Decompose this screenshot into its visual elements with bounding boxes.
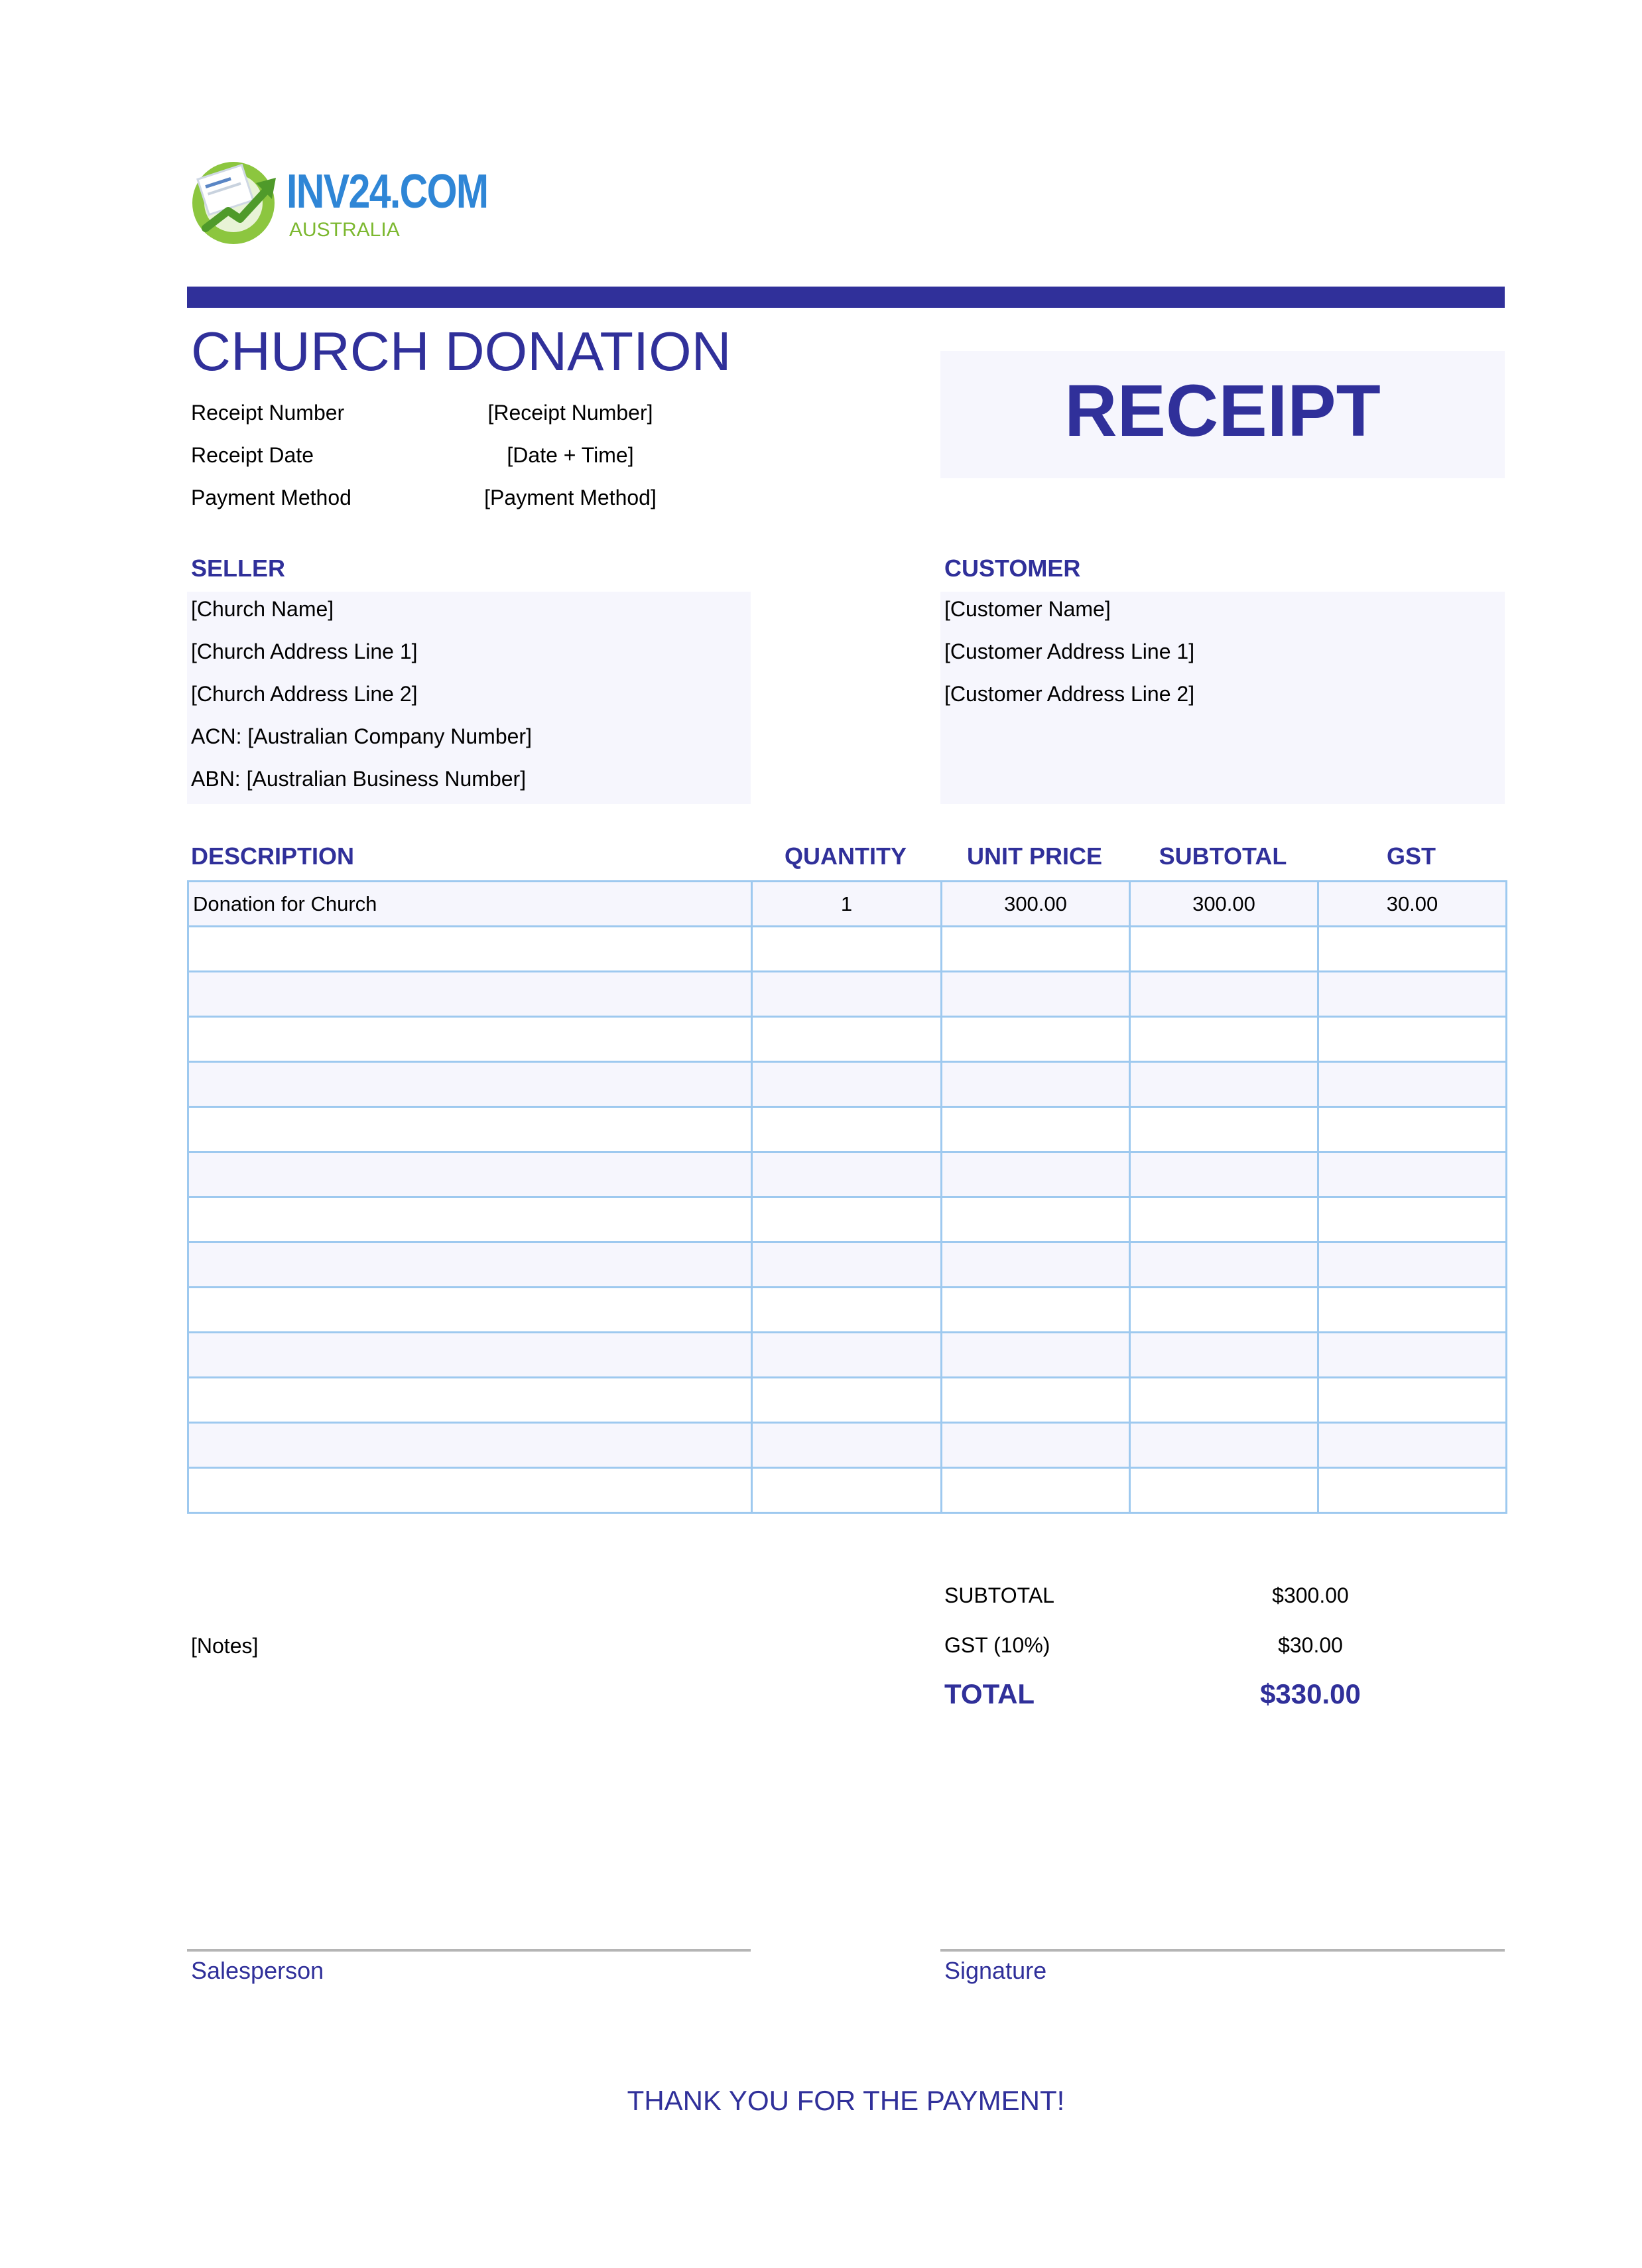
seller-acn: ACN: [Australian Company Number] [191,724,532,748]
receipt-badge: RECEIPT [1064,370,1381,452]
cell-gst [1318,1062,1507,1107]
cell-description [188,1152,752,1197]
payment-method-label: Payment Method [191,486,351,509]
cell-quantity [752,1017,942,1062]
cell-gst [1318,1468,1507,1513]
table-row [188,1107,1507,1152]
cell-quantity [752,1333,942,1378]
cell-gst: 30.00 [1318,882,1507,927]
table-row [188,1378,1507,1423]
cell-gst [1318,1107,1507,1152]
cell-quantity [752,1288,942,1333]
thank-you-message: THANK YOU FOR THE PAYMENT! [627,2085,1065,2116]
column-header-quantity: QUANTITY [785,842,907,870]
cell-unit-price [942,1288,1130,1333]
cell-gst [1318,972,1507,1017]
cell-gst [1318,1242,1507,1288]
cell-subtotal [1130,1333,1318,1378]
cell-unit-price [942,1062,1130,1107]
cell-unit-price [942,1197,1130,1242]
cell-unit-price [942,972,1130,1017]
cell-description [188,1333,752,1378]
cell-gst [1318,1017,1507,1062]
cell-description [188,1107,752,1152]
cell-quantity [752,1423,942,1468]
cell-gst [1318,1152,1507,1197]
cell-description [188,1378,752,1423]
cell-gst [1318,1197,1507,1242]
logo-wordmark: INV24.COM [286,165,488,218]
line-items-table [187,880,1507,1514]
table-row [188,1288,1507,1333]
table-row [188,1152,1507,1197]
column-header-subtotal: SUBTOTAL [1159,842,1287,870]
column-header-gst: GST [1386,842,1436,870]
cell-subtotal [1130,1288,1318,1333]
cell-description [188,972,752,1017]
cell-description [188,1017,752,1062]
cell-unit-price [942,1378,1130,1423]
cell-quantity [752,1468,942,1513]
cell-description [188,1288,752,1333]
cell-unit-price [942,1242,1130,1288]
notes-text: [Notes] [191,1634,259,1658]
cell-description [188,1423,752,1468]
cell-description [188,1468,752,1513]
logo-subtitle: AUSTRALIA [289,219,400,241]
customer-address-line-2: [Customer Address Line 2] [944,682,1195,706]
gst-value: $30.00 [1278,1633,1343,1657]
column-header-description: DESCRIPTION [191,842,355,870]
receipt-date-value: [Date + Time] [507,443,634,467]
table-row [188,1423,1507,1468]
subtotal-label: SUBTOTAL [944,1583,1054,1607]
cell-description: Donation for Church [188,882,752,927]
cell-quantity [752,1062,942,1107]
table-row [188,1197,1507,1242]
cell-description [188,1062,752,1107]
total-value: $330.00 [1260,1678,1361,1709]
cell-subtotal [1130,1197,1318,1242]
table-row [188,1062,1507,1107]
customer-heading: CUSTOMER [944,555,1081,582]
subtotal-value: $300.00 [1272,1583,1349,1607]
seller-abn: ABN: [Australian Business Number] [191,767,527,791]
cell-gst [1318,927,1507,972]
table-row [188,972,1507,1017]
cell-unit-price: 300.00 [942,882,1130,927]
cell-subtotal [1130,1017,1318,1062]
cell-subtotal [1130,927,1318,972]
signature-label: Signature [944,1957,1047,1984]
column-header-unit-price: UNIT PRICE [966,842,1102,870]
gst-label: GST (10%) [944,1633,1050,1657]
cell-quantity [752,972,942,1017]
table-row [188,882,1507,927]
customer-address-line-1: [Customer Address Line 1] [944,639,1195,663]
cell-unit-price [942,1152,1130,1197]
total-label: TOTAL [944,1678,1035,1709]
cell-subtotal [1130,1378,1318,1423]
cell-description [188,927,752,972]
table-row [188,1242,1507,1288]
cell-unit-price [942,1017,1130,1062]
customer-name: [Customer Name] [944,597,1111,621]
cell-description [188,1197,752,1242]
receipt-number-value: [Receipt Number] [487,401,653,425]
cell-quantity [752,1242,942,1288]
cell-quantity [752,1152,942,1197]
cell-quantity [752,1107,942,1152]
cell-unit-price [942,1107,1130,1152]
cell-quantity: 1 [752,882,942,927]
cell-subtotal [1130,1152,1318,1197]
seller-address-line-2: [Church Address Line 2] [191,682,418,706]
cell-subtotal [1130,972,1318,1017]
cell-gst [1318,1423,1507,1468]
table-row [188,1333,1507,1378]
salesperson-line [187,1949,751,1952]
seller-church-name: [Church Name] [191,597,334,621]
cell-subtotal [1130,1423,1318,1468]
seller-heading: SELLER [191,555,286,582]
cell-quantity [752,1378,942,1423]
signature-line [940,1949,1505,1952]
cell-subtotal [1130,1468,1318,1513]
receipt-number-label: Receipt Number [191,401,345,425]
receipt-date-label: Receipt Date [191,443,314,467]
salesperson-label: Salesperson [191,1957,324,1984]
cell-unit-price [942,1423,1130,1468]
cell-unit-price [942,1468,1130,1513]
seller-address-line-1: [Church Address Line 1] [191,639,418,663]
cell-gst [1318,1288,1507,1333]
table-row [188,1017,1507,1062]
cell-unit-price [942,1333,1130,1378]
cell-subtotal [1130,1062,1318,1107]
cell-description [188,1242,752,1288]
cell-unit-price [942,927,1130,972]
table-row [188,927,1507,972]
table-row [188,1468,1507,1513]
payment-method-value: [Payment Method] [484,486,657,509]
cell-quantity [752,927,942,972]
cell-quantity [752,1197,942,1242]
cell-subtotal [1130,1107,1318,1152]
cell-subtotal: 300.00 [1130,882,1318,927]
cell-subtotal [1130,1242,1318,1288]
document-title: CHURCH DONATION [191,320,731,382]
header-accent-bar [187,287,1505,308]
cell-gst [1318,1378,1507,1423]
cell-gst [1318,1333,1507,1378]
